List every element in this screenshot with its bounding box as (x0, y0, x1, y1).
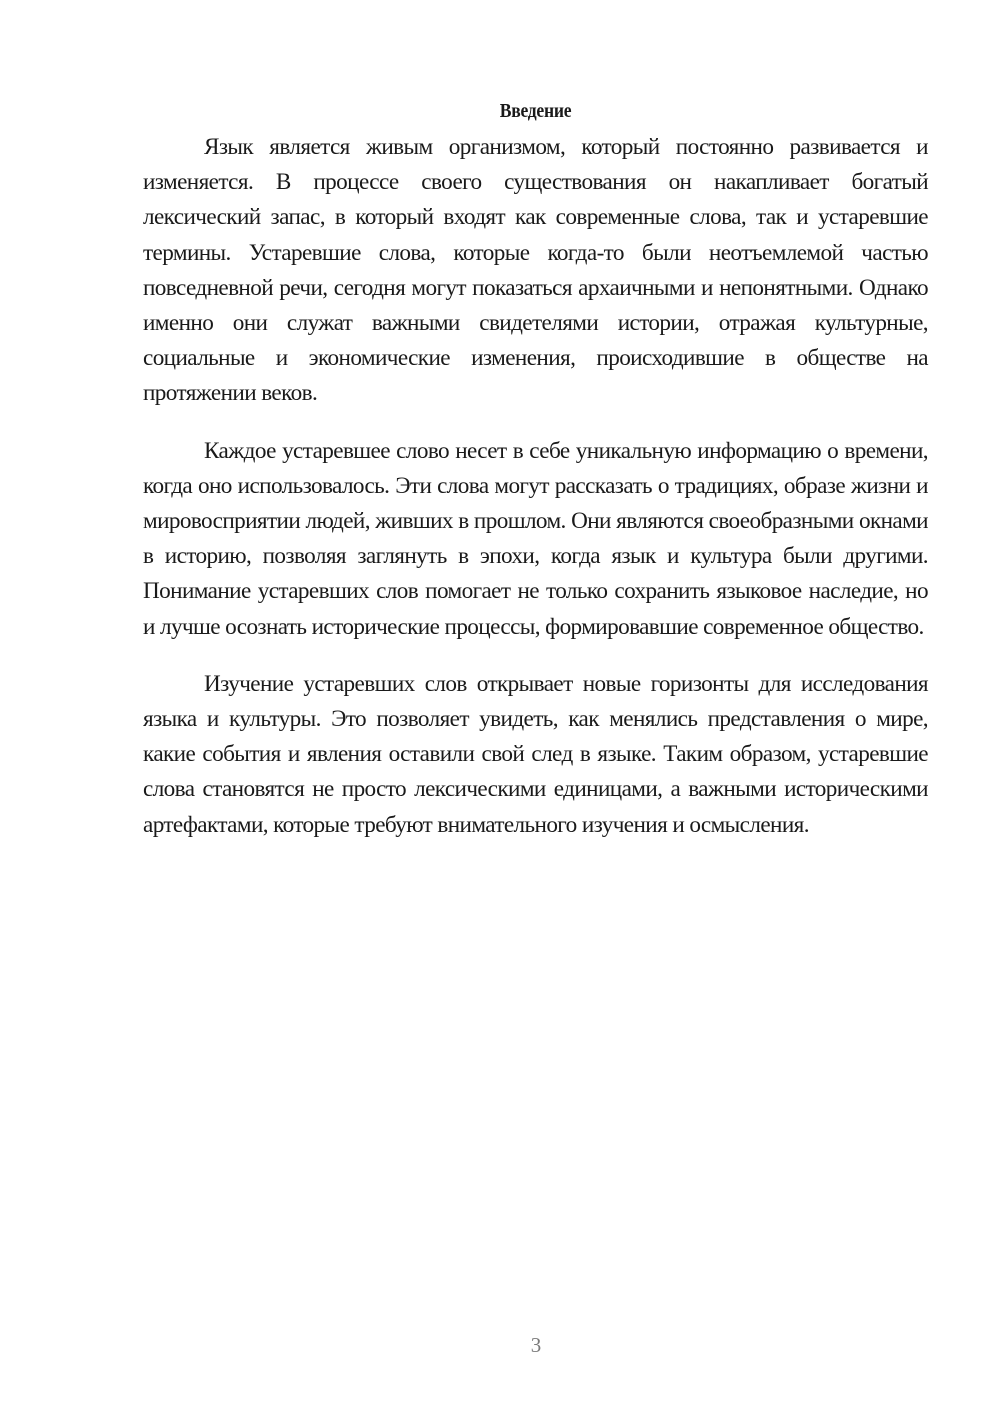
paragraph-1: Язык является живым организмом, который постоянно развивается и изменяется. В процессе своего существования он накапливает богатый лексический запас, в который входят как современные слова, так и устаревшие термины. Устаревшие слова, которые когда-то были неотъемлемой частью повседневной речи, сегодня могут показаться архаичными и непонятными. Однако именно они служат важными свидетелями истории, отражая культурные, социальные и экономические изменения, происходившие в обществе на протяжении веков. (143, 134, 928, 407)
page-number: 3 (530, 1333, 542, 1357)
section-title: Введение (499, 100, 572, 122)
paragraph-2: Каждое устаревшее слово несет в себе уникальную информацию о времени, когда оно использовалось. Эти слова могут рассказать о традициях, образе жизни и мировосприятии людей, живших в прошлом. Они являются своеобразными окнами в историю, позволяя заглянуть в эпохи, когда язык и культура были другими. Понимание устаревших слов помогает не только сохранить языковое наследие, но и лучше осознать исторические процессы, формировавшие современное общество. (143, 437, 928, 640)
paragraph-3: Изучение устаревших слов открывает новые горизонты для исследования языка и культуры. Это позволяет увидеть, как менялись представления о мире, какие события и явления оставили свой след в языке. Таким образом, устаревшие слова становятся не просто лексическими единицами, а важными историческими артефактами, которые требуют внимательного изучения и осмысления. (143, 670, 928, 838)
page-content (143, 96, 928, 865)
